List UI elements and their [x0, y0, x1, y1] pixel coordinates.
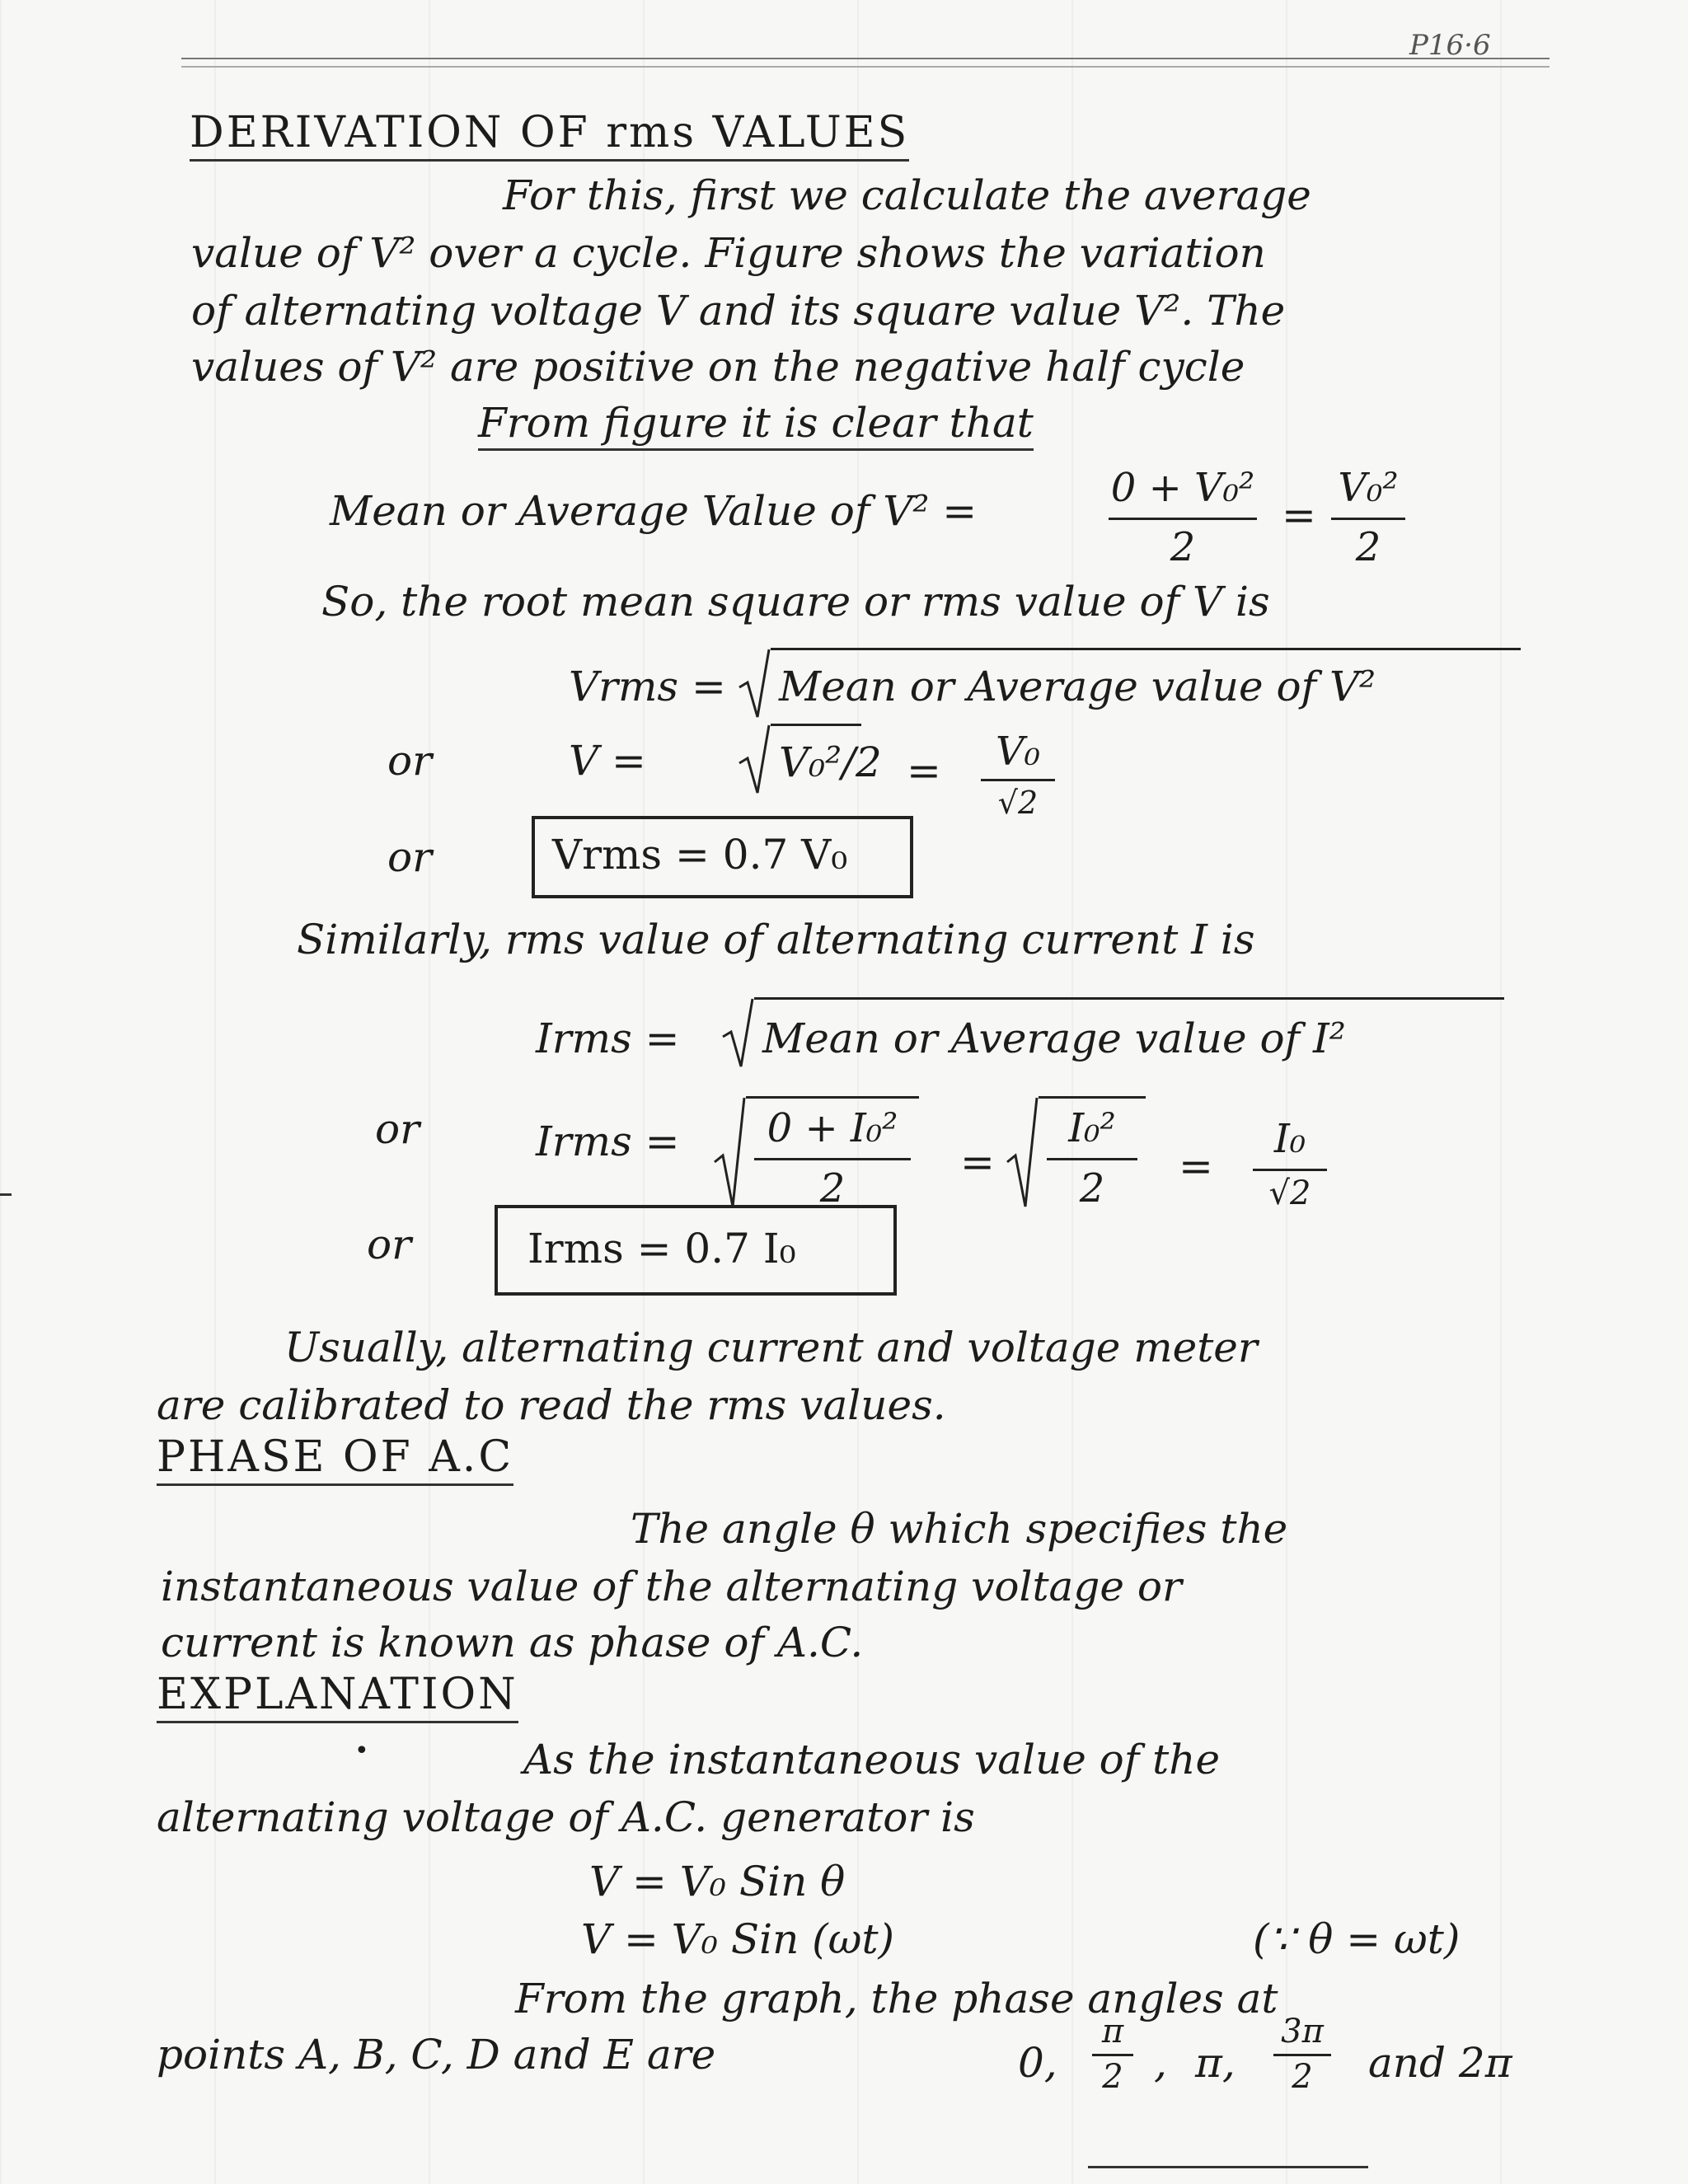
paragraph-line: From the graph, the phase angles at — [515, 1975, 1278, 2022]
fraction-denominator: 2 — [1170, 524, 1196, 570]
vrms-result: Vrms = 0.7 V₀ — [552, 831, 848, 879]
mean-equation-lhs: Mean or Average Value of V² = — [330, 487, 978, 535]
paragraph-line: current is known as phase of A.C. — [161, 1619, 864, 1666]
section-heading-phase: PHASE OF A.C — [157, 1436, 513, 1486]
fraction-numerator: I₀² — [1068, 1105, 1116, 1151]
paragraph-line: instantaneous value of the alternating voltage or — [161, 1563, 1182, 1610]
equals-sign: = — [1179, 1142, 1213, 1190]
paragraph-line: Similarly, rms value of alternating current I is — [297, 916, 1255, 963]
fraction-bar — [1047, 1158, 1137, 1160]
fraction-numerator: 0 + V₀² — [1110, 465, 1255, 511]
section-heading-derivation: DERIVATION OF rms VALUES — [190, 111, 909, 162]
paragraph-line: alternating voltage of A.C. generator is — [157, 1793, 975, 1841]
paragraph-line: So, the root mean square or rms value of V is — [321, 578, 1270, 626]
equals-sign: = — [960, 1138, 995, 1186]
radical-icon — [713, 1096, 746, 1208]
or-label: or — [367, 1221, 412, 1268]
phase-value: and 2π — [1368, 2039, 1512, 2087]
radical-icon — [738, 724, 771, 794]
fraction-denominator: √2 — [997, 785, 1039, 821]
equation-line: V = V₀ Sin θ — [589, 1858, 846, 1905]
vrms-radicand: Mean or Average value of V² — [779, 663, 1376, 710]
or-label: or — [375, 1105, 420, 1153]
irms-lhs: Irms = — [536, 1015, 680, 1062]
radical-icon — [721, 997, 754, 1068]
equals-sign: = — [907, 747, 941, 794]
fraction-numerator: V₀² — [1338, 465, 1399, 511]
bottom-rule — [1088, 2166, 1368, 2168]
fraction-numerator: I₀ — [1273, 1116, 1306, 1162]
paragraph-line: of alternating voltage V and its square value V². The — [191, 287, 1286, 335]
fraction-denominator: 2 — [1079, 1165, 1105, 1212]
equals-sign: = — [1282, 491, 1316, 539]
paragraph-line: values of V² are positive on the negative half cycle — [191, 343, 1245, 391]
irms-radicand: Mean or Average value of I² — [762, 1015, 1346, 1062]
fraction-bar — [1253, 1169, 1327, 1171]
fraction-denominator: 2 — [1292, 2058, 1313, 2096]
irms-result: Irms = 0.7 I₀ — [528, 1225, 796, 1272]
fraction-bar — [981, 779, 1055, 781]
paragraph-line: The angle θ which specifies the — [631, 1505, 1288, 1553]
page-number: P16·6 — [1409, 29, 1491, 62]
radical-icon — [738, 648, 771, 719]
edge-mark — [0, 1193, 12, 1196]
vrms-lhs: Vrms = — [569, 663, 726, 710]
fraction-bar — [754, 1158, 911, 1160]
vrms-lhs-2: V = — [569, 737, 646, 785]
paragraph-line: are calibrated to read the rms values. — [157, 1381, 946, 1429]
equation-line: V = V₀ Sin (ωt) — [581, 1915, 895, 1963]
paragraph-line: For this, first we calculate the average — [503, 171, 1311, 219]
fraction-denominator: √2 — [1268, 1174, 1311, 1212]
paragraph-line: As the instantaneous value of the — [523, 1736, 1221, 1783]
fraction-bar — [1092, 2054, 1133, 2056]
fraction-numerator: V₀ — [996, 729, 1040, 775]
equation-note: (∵ θ = ωt) — [1253, 1915, 1461, 1963]
top-rule — [181, 58, 1550, 59]
paragraph-line: Usually, alternating current and voltage meter — [284, 1324, 1258, 1371]
paragraph-line: From figure it is clear that — [478, 402, 1034, 451]
fraction-denominator: 2 — [1102, 2058, 1123, 2096]
fraction-numerator: 3π — [1281, 2013, 1324, 2050]
radical-icon — [1006, 1096, 1039, 1208]
bullet-dot: • — [354, 1736, 369, 1765]
fraction-bar — [1273, 2054, 1331, 2056]
fraction-bar — [1331, 518, 1405, 520]
paragraph-line: value of V² over a cycle. Figure shows the variation — [191, 229, 1266, 277]
paragraph-line: points A, B, C, D and E are — [157, 2031, 716, 2079]
phase-value: π, — [1195, 2039, 1236, 2087]
irms-lhs-2: Irms = — [536, 1118, 680, 1165]
top-rule-2 — [181, 66, 1550, 68]
phase-value: 0, — [1018, 2039, 1057, 2087]
vrms-radicand-2: V₀²/2 — [779, 738, 882, 786]
or-label: or — [387, 737, 433, 785]
separator: , — [1154, 2039, 1167, 2087]
fraction-denominator: 2 — [819, 1165, 846, 1212]
fraction-numerator: π — [1101, 2013, 1124, 2050]
section-heading-explanation: EXPLANATION — [157, 1673, 518, 1723]
fraction-denominator: 2 — [1355, 524, 1381, 570]
fraction-numerator: 0 + I₀² — [767, 1105, 898, 1151]
or-label: or — [387, 833, 433, 881]
fraction-bar — [1109, 518, 1257, 520]
